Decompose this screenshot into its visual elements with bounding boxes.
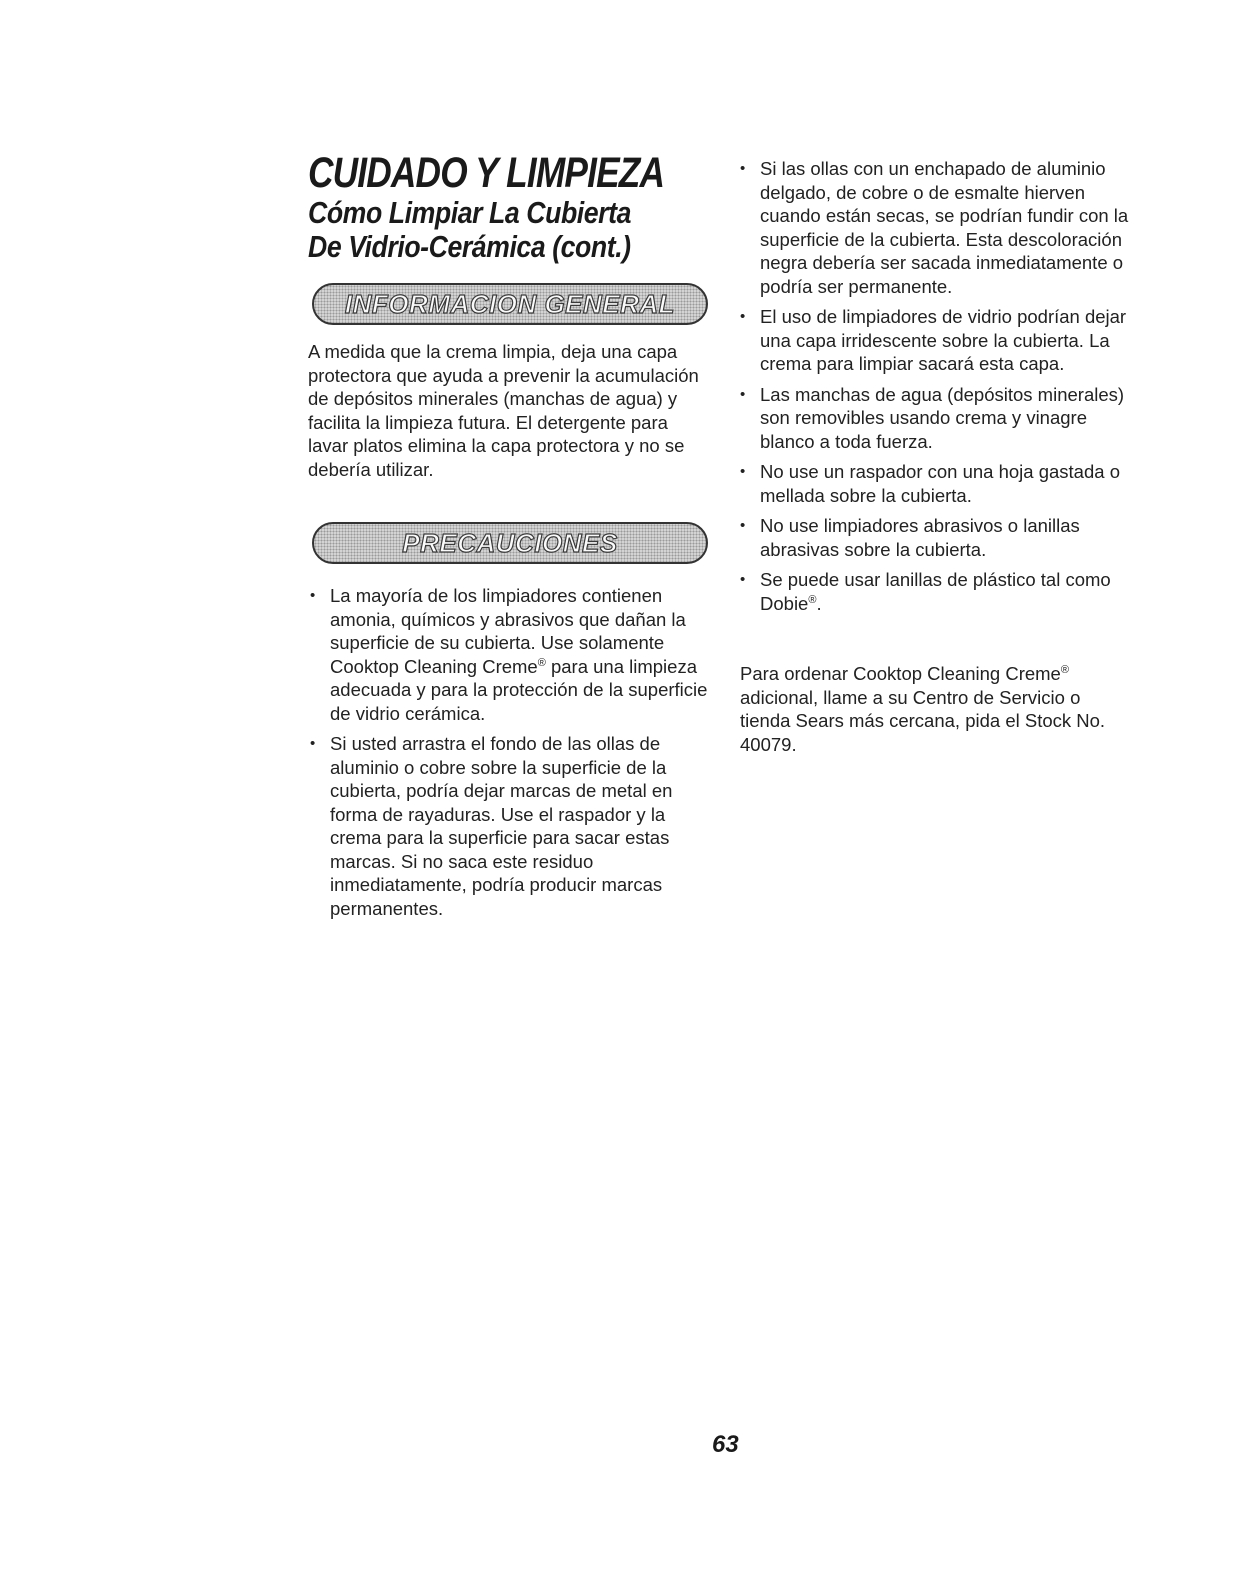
list-item: • Si usted arrastra el fondo de las ollas de aluminio o cobre sobre la superficie de la cubierta, podría dejar marcas de metal en forma de rayaduras. Use el raspador y la crema para la superficie para sacar estas marcas. Si no saca este residuo inmediatamente, podría producir marcas permanentes. xyxy=(310,732,710,920)
order-text: Para ordenar Cooktop Cleaning Creme xyxy=(740,663,1061,684)
precautions-banner xyxy=(312,522,708,564)
precautions-list-left xyxy=(310,584,710,927)
general-info-banner xyxy=(312,283,708,325)
order-text-cont: adicional, llame a su Centro de Servicio o tienda Sears más cercana, pida el Stock No. 40079. xyxy=(740,686,1106,755)
precautions-list-right xyxy=(740,157,1130,622)
general-info-heading: INFORMACION GENERAL xyxy=(344,288,676,319)
list-item: • Las manchas de agua (depósitos minerales) son removibles usando crema y vinagre blanco a toda fuerza. xyxy=(740,383,1130,454)
list-item: • El uso de limpiadores de vidrio podrían dejar una capa irridescente sobre la cubierta. La crema para limpiar sacará esta capa. xyxy=(740,305,1130,376)
list-item-text-cont: . xyxy=(816,592,822,614)
list-item: • Si las ollas con un enchapado de aluminio delgado, de cobre o de esmalte hierven cuando están secas, se podrían fundir con la superficie de la cubierta. Esta descoloración negra debería ser sacada inmediatamente o podría ser permanente. xyxy=(740,157,1130,298)
list-item: • No use un raspador con una hoja gastada o mellada sobre la cubierta. xyxy=(740,460,1130,507)
order-info-paragraph xyxy=(740,662,1130,756)
subtitle-line-1: Cómo Limpiar La Cubierta xyxy=(308,195,631,230)
registered-mark: ® xyxy=(537,656,546,669)
page-number: 63 xyxy=(712,1431,739,1458)
list-item-text: Se puede usar lanillas de plástico tal como Dobie xyxy=(760,569,1111,614)
list-item xyxy=(740,568,1130,615)
registered-mark: ® xyxy=(1060,663,1069,676)
list-item-text: La mayoría de los limpiadores contienen amonia, químicos y abrasivos que dañan la superficie de su cubierta. Use solamente Cooktop Cleaning Creme xyxy=(330,585,686,677)
registered-mark: ® xyxy=(808,593,817,606)
list-item-text-cont: para una limpieza adecuada y para la protección de la superficie de vidrio cerámica. xyxy=(330,655,708,724)
list-item: • No use limpiadores abrasivos o lanillas abrasivas sobre la cubierta. xyxy=(740,514,1130,561)
page-title: CUIDADO Y LIMPIEZA xyxy=(308,149,665,197)
general-info-paragraph: A medida que la crema limpia, deja una capa protectora que ayuda a prevenir la acumulación de depósitos minerales (manchas de agua) y facilita la limpieza futura. El detergente para lavar platos elimina la capa protectora y no se debería utilizar. xyxy=(308,341,699,480)
list-item xyxy=(310,584,710,725)
title-block xyxy=(308,150,708,264)
precautions-heading: PRECAUCIONES xyxy=(402,527,618,558)
subtitle-line-2: De Vidrio-Cerámica (cont.) xyxy=(308,229,631,264)
